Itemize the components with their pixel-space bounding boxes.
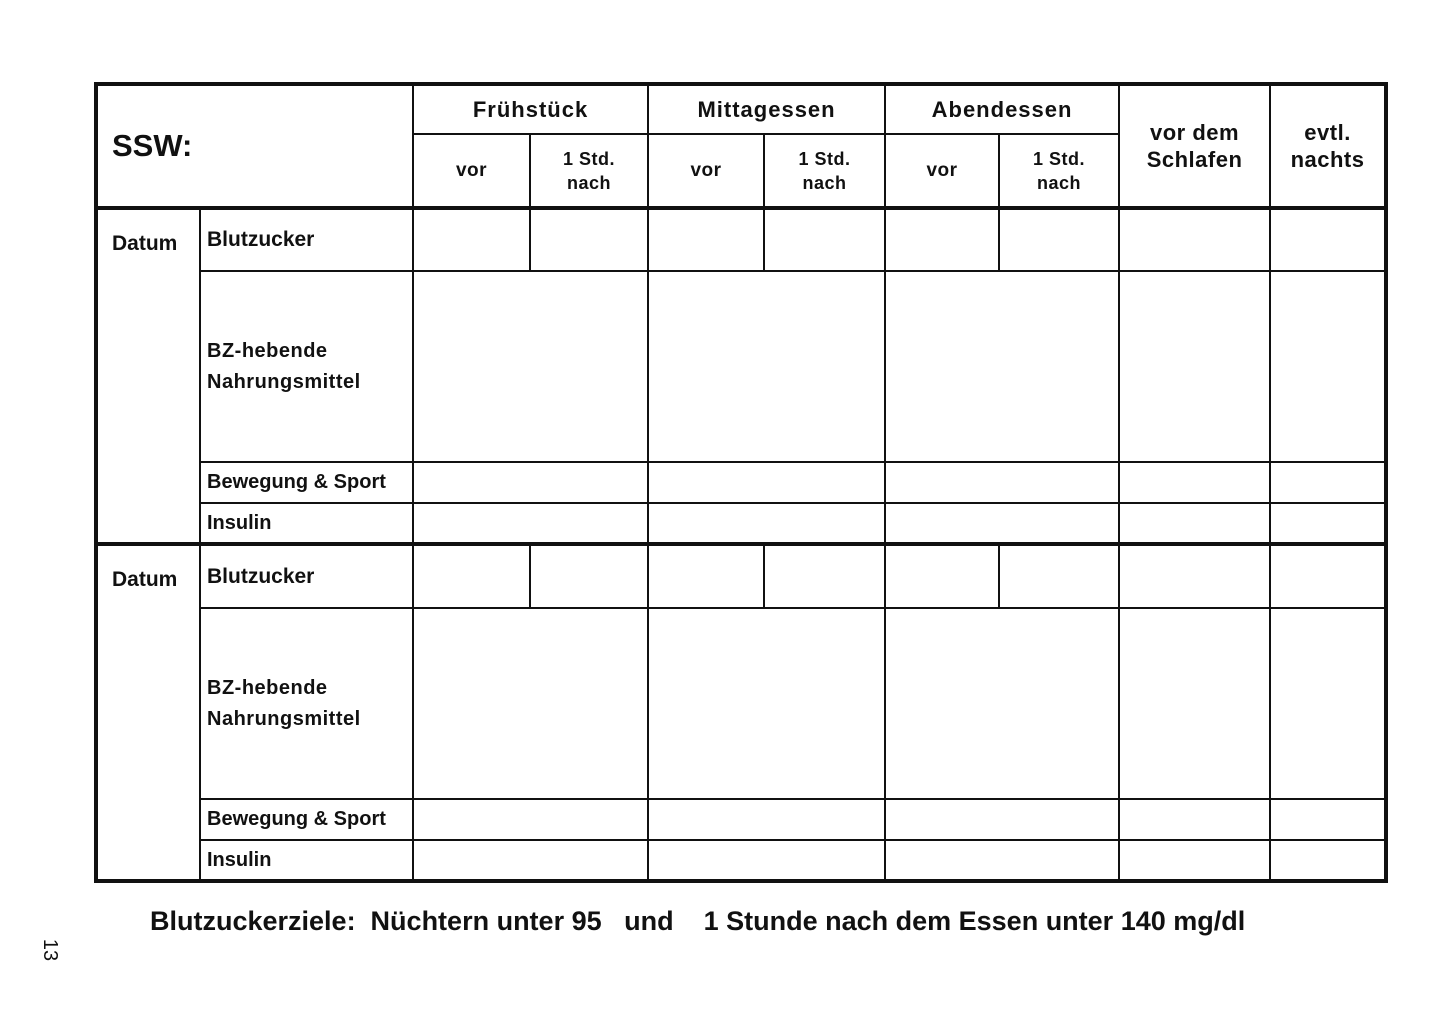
bewegung-sport-label: Bewegung & Sport <box>200 799 413 840</box>
datum-label: Datum <box>96 544 200 881</box>
header-vor-dem-schlafen-line2: Schlafen <box>1146 147 1243 172</box>
insulin-label: Insulin <box>200 503 413 544</box>
entry-cell[interactable] <box>1119 208 1270 271</box>
sub-nach-line2: nach <box>1037 172 1082 193</box>
entry-cell[interactable] <box>530 544 648 608</box>
block-2-blutzucker-row <box>96 544 1386 608</box>
entry-cell[interactable] <box>413 462 648 503</box>
bz-label-line2: Nahrungsmittel <box>207 370 361 393</box>
block-2-insulin-row <box>96 840 1386 881</box>
entry-cell[interactable] <box>885 608 1119 799</box>
entry-cell[interactable] <box>885 840 1119 881</box>
entry-cell[interactable] <box>885 503 1119 544</box>
block-2-bewegung-row <box>96 799 1386 840</box>
bz-label-line2: Nahrungsmittel <box>207 707 361 730</box>
sub-vor-fruehstueck: vor <box>413 134 530 208</box>
entry-cell[interactable] <box>648 544 764 608</box>
entry-cell[interactable] <box>413 608 648 799</box>
entry-cell[interactable] <box>999 544 1119 608</box>
meal-title-fruehstueck: Frühstück <box>413 84 648 134</box>
entry-cell[interactable] <box>648 271 885 462</box>
header-evtl-nachts-line1: evtl. <box>1304 120 1351 145</box>
sub-nach-fruehstueck <box>530 134 648 208</box>
entry-cell[interactable] <box>413 503 648 544</box>
meal-title-abendessen: Abendessen <box>885 84 1119 134</box>
page-number: 13 <box>39 938 61 962</box>
insulin-label: Insulin <box>200 840 413 881</box>
entry-cell[interactable] <box>413 271 648 462</box>
sub-nach-mittagessen <box>764 134 885 208</box>
datum-label: Datum <box>96 208 200 544</box>
sub-vor-abendessen: vor <box>885 134 999 208</box>
entry-cell[interactable] <box>648 503 885 544</box>
sub-vor-mittagessen: vor <box>648 134 764 208</box>
entry-cell[interactable] <box>1119 462 1270 503</box>
sub-nach-abendessen <box>999 134 1119 208</box>
entry-cell[interactable] <box>1119 840 1270 881</box>
entry-cell[interactable] <box>885 462 1119 503</box>
entry-cell[interactable] <box>1270 608 1386 799</box>
ssw-label: SSW: <box>96 84 413 208</box>
entry-cell[interactable] <box>1270 208 1386 271</box>
header-row-meals <box>96 84 1386 134</box>
entry-cell[interactable] <box>764 208 885 271</box>
entry-cell[interactable] <box>648 462 885 503</box>
entry-cell[interactable] <box>1119 271 1270 462</box>
entry-cell[interactable] <box>530 208 648 271</box>
entry-cell[interactable] <box>1270 544 1386 608</box>
entry-cell[interactable] <box>1270 840 1386 881</box>
entry-cell[interactable] <box>885 799 1119 840</box>
entry-cell[interactable] <box>1270 271 1386 462</box>
block-1-bewegung-row <box>96 462 1386 503</box>
entry-cell[interactable] <box>1270 799 1386 840</box>
header-vor-dem-schlafen <box>1119 84 1270 208</box>
header-vor-dem-schlafen-line1: vor dem <box>1150 120 1240 145</box>
sub-nach-line2: nach <box>802 172 847 193</box>
entry-cell[interactable] <box>1270 503 1386 544</box>
entry-cell[interactable] <box>1119 544 1270 608</box>
bz-hebende-nahrungsmittel-label <box>200 608 413 799</box>
blood-sugar-log-table <box>94 82 1388 883</box>
entry-cell[interactable] <box>885 208 999 271</box>
sub-nach-line1: 1 Std. <box>563 148 616 169</box>
entry-cell[interactable] <box>413 544 530 608</box>
entry-cell[interactable] <box>413 840 648 881</box>
entry-cell[interactable] <box>648 208 764 271</box>
blutzucker-label: Blutzucker <box>200 208 413 271</box>
bewegung-sport-label: Bewegung & Sport <box>200 462 413 503</box>
block-1-insulin-row <box>96 503 1386 544</box>
block-2-nahrungsmittel-row <box>96 608 1386 799</box>
blood-sugar-targets-note: Blutzuckerziele: Nüchtern unter 95 und 1 Stunde nach dem Essen unter 140 mg/dl <box>150 906 1246 936</box>
entry-cell[interactable] <box>885 271 1119 462</box>
entry-cell[interactable] <box>1119 503 1270 544</box>
sub-nach-line1: 1 Std. <box>1033 148 1086 169</box>
entry-cell[interactable] <box>1119 608 1270 799</box>
entry-cell[interactable] <box>648 799 885 840</box>
header-evtl-nachts <box>1270 84 1386 208</box>
header-evtl-nachts-line2: nachts <box>1290 147 1365 172</box>
meal-title-mittagessen: Mittagessen <box>648 84 885 134</box>
bz-label-line1: BZ-hebende <box>207 676 328 699</box>
block-1-blutzucker-row <box>96 208 1386 271</box>
entry-cell[interactable] <box>648 608 885 799</box>
entry-cell[interactable] <box>885 544 999 608</box>
entry-cell[interactable] <box>413 208 530 271</box>
bz-label-line1: BZ-hebende <box>207 339 328 362</box>
sub-nach-line2: nach <box>567 172 612 193</box>
entry-cell[interactable] <box>1119 799 1270 840</box>
entry-cell[interactable] <box>648 840 885 881</box>
block-1-nahrungsmittel-row <box>96 271 1386 462</box>
entry-cell[interactable] <box>764 544 885 608</box>
blutzucker-label: Blutzucker <box>200 544 413 608</box>
sub-nach-line1: 1 Std. <box>798 148 851 169</box>
entry-cell[interactable] <box>999 208 1119 271</box>
bz-hebende-nahrungsmittel-label <box>200 271 413 462</box>
entry-cell[interactable] <box>413 799 648 840</box>
entry-cell[interactable] <box>1270 462 1386 503</box>
